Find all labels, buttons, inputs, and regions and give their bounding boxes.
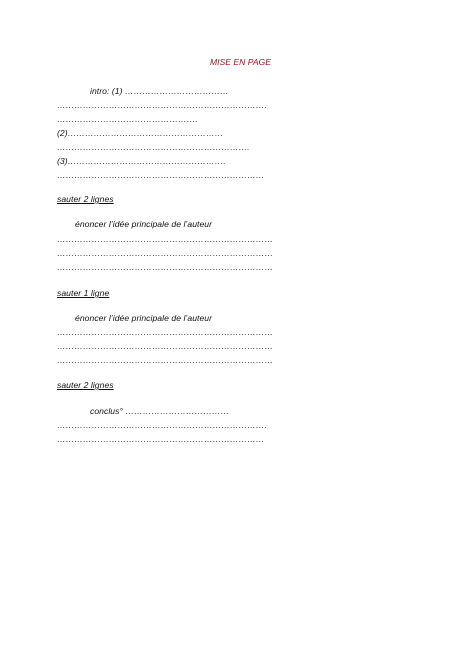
intro-line: intro: (1) ………………………………	[90, 86, 229, 96]
dotted-line: ………………………………………………………………	[57, 434, 265, 444]
conclusion-line: conclus° ………………………………	[90, 406, 230, 416]
point-2-line: (2)………………………………………………	[57, 128, 224, 138]
section-heading: sauter 2 lignes	[57, 380, 114, 390]
dotted-line: …………………………………………………………………	[57, 248, 274, 258]
section-heading: sauter 1 ligne	[57, 288, 110, 298]
dotted-line: ………………………………………….	[57, 114, 198, 124]
instruction-line: énoncer l’idée principale de l’auteur	[75, 313, 213, 323]
dotted-line: …………………………………………………………………	[57, 327, 274, 337]
page-title: MISE EN PAGE	[210, 57, 271, 67]
section-heading: sauter 2 lignes	[57, 194, 114, 204]
dotted-line: …………………………………………………………………	[57, 262, 274, 272]
dotted-line: …………………………………………………………………	[57, 234, 274, 244]
instruction-line: énoncer l’idée principale de l’auteur	[75, 219, 213, 229]
dotted-line: ………………………………………………………………	[57, 170, 265, 180]
dotted-line: …………………………………………………………………	[57, 355, 274, 365]
point-3-line: (3)……………………………………………….	[57, 156, 226, 166]
dotted-line: …………………………………………………………………	[57, 341, 274, 351]
dotted-line: ……………………………………………………………….	[57, 100, 267, 110]
dotted-line: ……………………………………………………………….	[57, 420, 267, 430]
dotted-line: ………………………………………………………….	[57, 142, 250, 152]
